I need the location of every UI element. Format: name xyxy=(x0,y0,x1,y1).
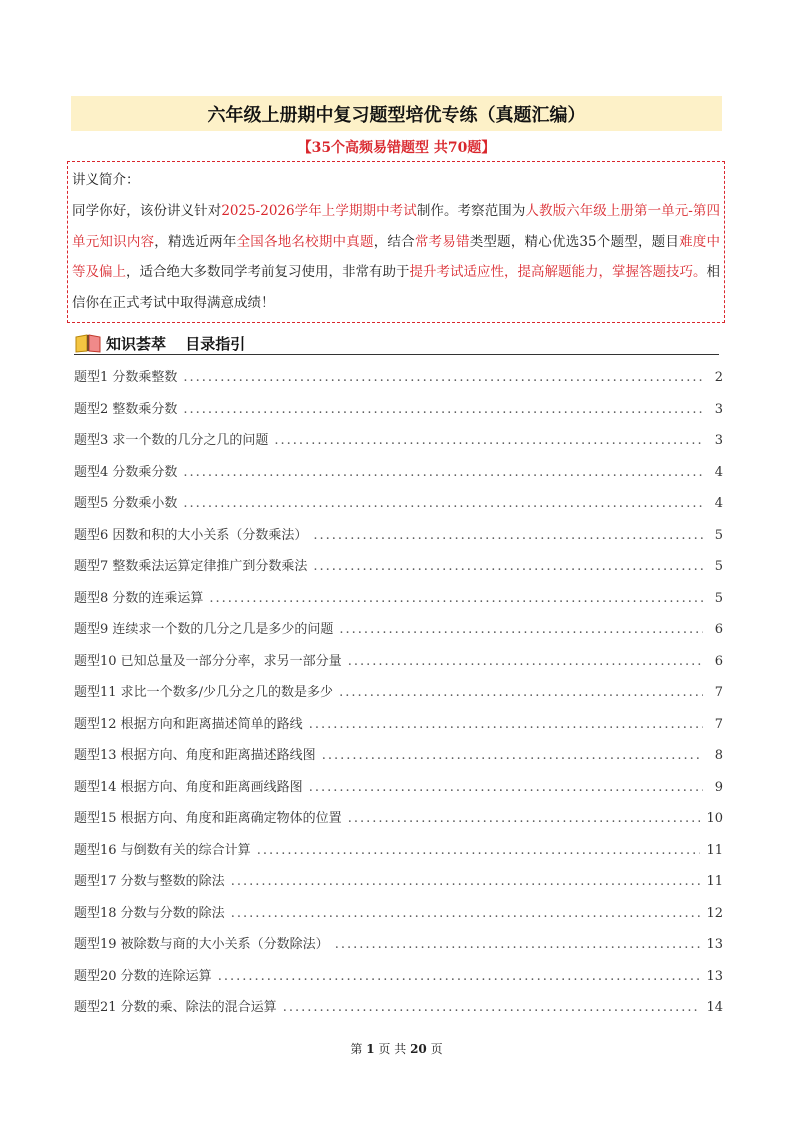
intro-highlight: 提升考试适应性，提高解题能力，掌握答题技巧。 xyxy=(409,264,707,280)
intro-heading: 讲义简介： xyxy=(72,172,140,188)
toc-entry[interactable] xyxy=(74,933,723,965)
toc-entry-page: 6 xyxy=(714,653,723,669)
toc-entry-label: 题型10 已知总量及一部分分率，求另一部分量 xyxy=(74,653,342,669)
toc-entry-label: 题型13 根据方向、角度和距离描述路线图 xyxy=(74,748,316,763)
toc-entry[interactable] xyxy=(74,650,723,682)
toc-entry[interactable] xyxy=(74,807,723,839)
toc-entry-label: 题型18 分数与分数的除法 xyxy=(74,905,225,921)
toc-leader-dots xyxy=(348,811,701,826)
toc-entry[interactable] xyxy=(74,524,723,556)
intro-highlight: 2025-2026学年上学期期中考试 xyxy=(221,203,417,219)
toc-entry-label: 题型4 分数乘分数 xyxy=(74,464,178,480)
page-title-bar xyxy=(71,96,722,131)
toc-entry[interactable] xyxy=(74,681,723,713)
toc-leader-dots xyxy=(209,591,703,606)
toc-entry[interactable] xyxy=(74,461,723,493)
table-of-contents xyxy=(74,366,723,1028)
toc-entry-label: 题型6 因数和积的大小关系（分数乘法） xyxy=(74,527,308,543)
toc-entry-label: 题型12 根据方向和距离描述简单的路线 xyxy=(74,716,303,732)
toc-entry-label: 题型8 分数的连乘运算 xyxy=(74,590,204,606)
toc-entry[interactable] xyxy=(74,429,723,461)
toc-entry-page: 5 xyxy=(714,527,723,543)
toc-leader-dots xyxy=(322,748,703,763)
toc-leader-dots xyxy=(335,937,701,952)
toc-entry-page: 3 xyxy=(714,401,723,417)
toc-entry-label: 题型15 根据方向、角度和距离确定物体的位置 xyxy=(74,811,342,826)
intro-text: ，结合 xyxy=(373,233,415,250)
page-footer xyxy=(0,1040,793,1057)
toc-entry-label: 题型16 与倒数有关的综合计算 xyxy=(74,842,251,858)
toc-entry[interactable] xyxy=(74,587,723,619)
toc-leader-dots xyxy=(218,969,701,984)
toc-entry[interactable] xyxy=(74,713,723,745)
toc-entry-page: 9 xyxy=(714,779,723,795)
subtitle: 【35个高频易错题型 共70题】 xyxy=(297,140,496,156)
toc-entry-page: 4 xyxy=(714,464,723,480)
footer-page: 1 xyxy=(366,1042,375,1056)
toc-leader-dots xyxy=(274,433,703,448)
toc-entry[interactable] xyxy=(74,744,723,776)
book-icon xyxy=(74,333,102,353)
toc-entry-label: 题型7 整数乘法运算定律推广到分数乘法 xyxy=(74,559,308,574)
toc-entry-page: 4 xyxy=(714,496,723,511)
toc-entry-page: 13 xyxy=(706,937,723,952)
section-title-left: 知识荟萃 xyxy=(106,334,167,353)
toc-leader-dots xyxy=(283,1000,701,1015)
toc-leader-dots xyxy=(183,370,703,385)
toc-entry-label: 题型3 求一个数的几分之几的问题 xyxy=(74,433,269,448)
toc-entry-label: 题型20 分数的连除运算 xyxy=(74,968,212,984)
toc-entry-label: 题型2 整数乘分数 xyxy=(74,401,178,417)
intro-text: 类型题，精心优选35个题型，题目 xyxy=(469,233,680,250)
intro-highlight: 人教版六年级上册第一单元-第四单元知识内容 xyxy=(72,203,721,250)
toc-entry-page: 5 xyxy=(714,590,723,606)
toc-entry-label: 题型17 分数与整数的除法 xyxy=(74,874,225,889)
intro-highlight: 常考易错 xyxy=(414,233,470,250)
toc-entry-page: 3 xyxy=(714,433,723,448)
toc-leader-dots xyxy=(183,465,703,480)
toc-leader-dots xyxy=(339,685,703,700)
footer-post: 页 xyxy=(430,1042,443,1056)
toc-leader-dots xyxy=(309,780,703,795)
section-header xyxy=(74,332,719,355)
toc-entry-page: 13 xyxy=(706,968,723,984)
toc-entry-page: 8 xyxy=(714,748,723,763)
footer-mid: 页 共 xyxy=(378,1042,407,1056)
toc-entry[interactable] xyxy=(74,870,723,902)
intro-text: ，适合绝大多数同学考前复习使用，非常有助于 xyxy=(126,264,410,280)
toc-entry-page: 14 xyxy=(706,1000,723,1015)
toc-entry-label: 题型14 根据方向、角度和距离画线路图 xyxy=(74,779,303,795)
toc-entry-page: 5 xyxy=(714,559,723,574)
toc-entry-page: 7 xyxy=(714,685,723,700)
intro-text: 同学你好，该份讲义针对 xyxy=(72,203,222,219)
intro-body xyxy=(72,196,720,318)
toc-entry[interactable] xyxy=(74,618,723,650)
section-title xyxy=(106,333,245,354)
toc-entry[interactable] xyxy=(74,839,723,871)
toc-entry[interactable] xyxy=(74,398,723,430)
toc-entry-page: 2 xyxy=(714,370,723,385)
toc-leader-dots xyxy=(231,874,701,889)
toc-leader-dots xyxy=(313,559,703,574)
intro-box xyxy=(67,161,725,323)
toc-entry-page: 10 xyxy=(706,811,723,826)
toc-entry[interactable] xyxy=(74,492,723,524)
footer-pre: 第 xyxy=(350,1042,363,1056)
section-title-right: 目录指引 xyxy=(185,334,246,353)
toc-entry[interactable] xyxy=(74,366,723,398)
toc-leader-dots xyxy=(231,906,701,921)
toc-entry-label: 题型5 分数乘小数 xyxy=(74,496,178,511)
toc-leader-dots xyxy=(313,528,703,543)
toc-entry[interactable] xyxy=(74,555,723,587)
intro-highlight: 难度中等及偏上 xyxy=(72,233,721,280)
page-title: 六年级上册期中复习题型培优专练（真题汇编） xyxy=(207,104,586,126)
toc-entry-page: 6 xyxy=(714,622,723,637)
toc-leader-dots xyxy=(309,717,703,732)
toc-entry-page: 12 xyxy=(706,905,723,921)
toc-entry-page: 7 xyxy=(714,716,723,732)
intro-text: 制作。考察范围为 xyxy=(416,203,526,219)
toc-entry[interactable] xyxy=(74,996,723,1028)
intro-highlight: 全国各地名校期中真题 xyxy=(236,233,374,250)
toc-entry-label: 题型11 求比一个数多/少几分之几的数是多少 xyxy=(74,685,334,700)
toc-entry[interactable] xyxy=(74,902,723,934)
intro-text: ，精选近两年 xyxy=(154,233,237,250)
toc-leader-dots xyxy=(183,402,703,417)
toc-leader-dots xyxy=(348,654,703,669)
intro-text: 相信你在正式考试中取得满意成绩！ xyxy=(72,264,720,311)
toc-entry-label: 题型1 分数乘整数 xyxy=(74,370,178,385)
toc-leader-dots xyxy=(183,496,703,511)
toc-entry-label: 题型19 被除数与商的大小关系（分数除法） xyxy=(74,937,329,952)
toc-entry-label: 题型21 分数的乘、除法的混合运算 xyxy=(74,1000,277,1015)
toc-entry-page: 11 xyxy=(706,842,723,858)
toc-leader-dots xyxy=(339,622,703,637)
toc-entry-page: 11 xyxy=(706,874,723,889)
toc-entry[interactable] xyxy=(74,965,723,997)
toc-leader-dots xyxy=(257,843,701,858)
toc-entry[interactable] xyxy=(74,776,723,808)
toc-entry-label: 题型9 连续求一个数的几分之几是多少的问题 xyxy=(74,622,334,637)
footer-total: 20 xyxy=(410,1042,427,1056)
